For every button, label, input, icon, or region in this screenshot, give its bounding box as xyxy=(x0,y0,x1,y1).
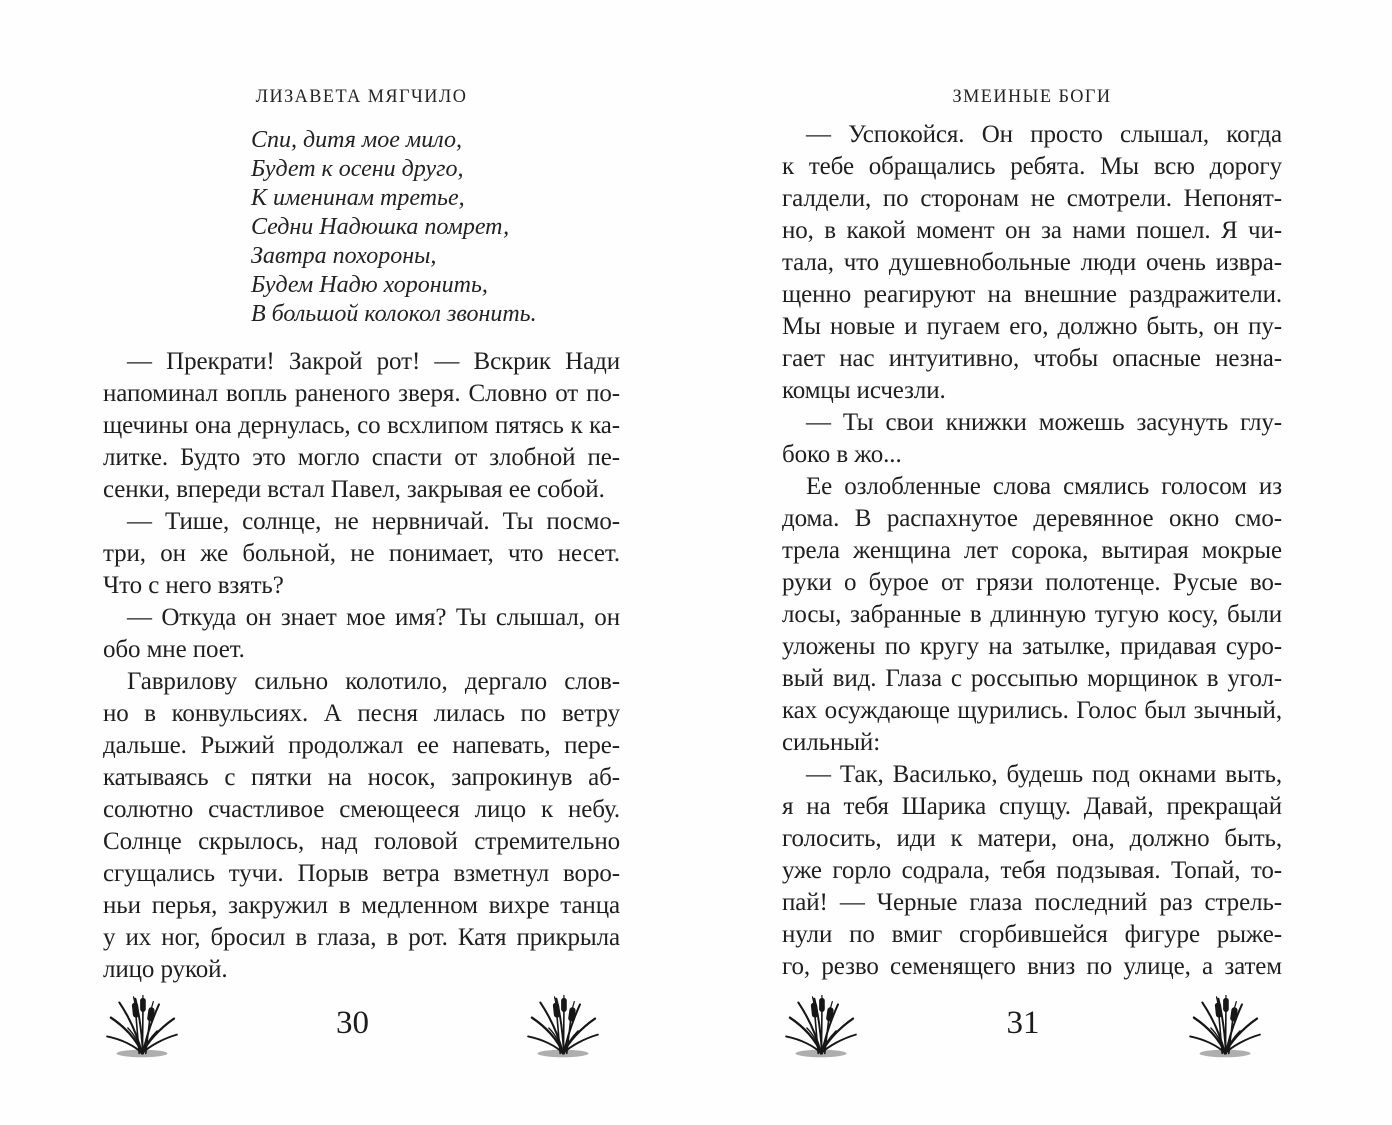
text-line: галдели, по сторонам не смотрели. Непонят- xyxy=(782,185,1282,212)
text-line: комцы исчезли. xyxy=(782,377,946,404)
text-line: вый вид. Глаза с россыпью морщинок в угол- xyxy=(782,665,1282,692)
paragraph xyxy=(782,471,1282,759)
text-line: Что с него взять? xyxy=(103,572,284,599)
paragraph xyxy=(103,346,620,506)
text-line: сгущались тучи. Порыв ветра взметнул воро- xyxy=(103,860,620,887)
book-page-right xyxy=(782,0,1282,1125)
text-line: гает нас интуитивно, чтобы опасные незна- xyxy=(782,345,1282,372)
text-line: уложены по кругу на затылке, придавая суро- xyxy=(782,633,1282,660)
page-body-text xyxy=(103,346,620,986)
text-line: три, он же больной, не понимает, что несет. xyxy=(103,540,620,567)
poem-line: К именинам третье, xyxy=(251,185,465,211)
text-line: тала, что душевнобольные люди очень извра- xyxy=(782,249,1282,276)
cattail-ornament-icon xyxy=(782,995,860,1061)
page-number: 31 xyxy=(1006,1005,1040,1041)
text-line: — Успокойся. Он просто слышал, когда xyxy=(806,121,1282,148)
page-body-text xyxy=(782,119,1282,983)
poem-line: Будем Надю хоронить, xyxy=(251,272,488,298)
text-line: дальше. Рыжий продолжал ее напевать, пере- xyxy=(103,732,620,759)
text-line: щечины она дернулась, со всхлипом пятясь к ка- xyxy=(103,412,620,439)
text-line: трела женщина лет сорока, вытирая мокрые xyxy=(782,537,1282,564)
text-line: солютно счастливое смеющееся лицо к небу. xyxy=(103,796,620,823)
text-line: Гаврилову сильно колотило, дергало слов- xyxy=(127,668,620,695)
text-line: — Прекрати! Закрой рот! — Вскрик Нади xyxy=(127,348,620,375)
poem-line: Завтра похороны, xyxy=(251,243,437,269)
text-line: боко в жо... xyxy=(782,441,902,468)
text-line: у их ног, бросил в глаза, в рот. Катя прикрыла xyxy=(103,924,620,951)
paragraph xyxy=(782,119,1282,407)
text-line: уже горло содрала, тебя подзывая. Топай, то- xyxy=(782,857,1282,884)
page-footer xyxy=(782,995,1282,1070)
paragraph xyxy=(782,407,1282,471)
text-line: обо мне поет. xyxy=(103,636,245,663)
text-line: Мы новые и пугаем его, должно быть, он пу- xyxy=(782,313,1282,340)
text-line: щенно реагируют на внешние раздражители. xyxy=(782,281,1282,308)
text-line: руки о бурое от грязи полотенце. Русые во- xyxy=(782,569,1282,596)
paragraph xyxy=(103,506,620,602)
poem-block xyxy=(251,126,537,329)
text-line: лицо рукой. xyxy=(103,956,228,983)
text-line: литке. Будто это могло спасти от злобной пе- xyxy=(103,444,620,471)
paragraph xyxy=(782,759,1282,983)
text-line: го, резво семенящего вниз по улице, а затем xyxy=(782,953,1282,980)
cattail-ornament-icon xyxy=(103,995,181,1061)
text-line: нули по вмиг сгорбившейся фигуре рыже- xyxy=(782,921,1282,948)
poem-line: В большой колокол звонить. xyxy=(251,301,537,327)
text-line: — Тише, солнце, не нервничай. Ты посмо- xyxy=(127,508,620,535)
page-number: 30 xyxy=(336,1005,369,1041)
text-line: напоминал вопль раненого зверя. Словно от по- xyxy=(103,380,620,407)
text-line: но, в какой момент он за нами пошел. Я чи- xyxy=(782,217,1282,244)
page-footer xyxy=(103,995,620,1070)
running-header-author: ЛИЗАВЕТА МЯГЧИЛО xyxy=(255,86,468,107)
text-line: — Ты свои книжки можешь засунуть глу- xyxy=(806,409,1282,436)
book-page-left xyxy=(103,0,620,1125)
poem-line: Будет к осени друго, xyxy=(251,156,464,182)
paragraph xyxy=(103,666,620,986)
text-line: но в конвульсиях. А песня лилась по ветру xyxy=(103,700,620,727)
text-line: — Откуда он знает мое имя? Ты слышал, он xyxy=(127,604,620,631)
text-line: Ее озлобленные слова смялись голосом из xyxy=(806,473,1282,500)
cattail-ornament-icon xyxy=(524,995,602,1061)
text-line: сильный: xyxy=(782,729,881,756)
text-line: дома. В распахнутое деревянное окно смо- xyxy=(782,505,1282,532)
running-header-title: ЗМЕИНЫЕ БОГИ xyxy=(952,86,1112,107)
text-line: Солнце скрылось, над головой стремительно xyxy=(103,828,620,855)
text-line: голосить, иди к матери, она, должно быть, xyxy=(782,825,1282,852)
text-line: лосы, забранные в длинную тугую косу, были xyxy=(782,601,1282,628)
text-line: я на тебя Шарика спущу. Давай, прекращай xyxy=(782,793,1282,820)
text-line: к тебе обращались ребята. Мы всю дорогу xyxy=(782,153,1282,180)
text-line: катываясь с пятки на носок, запрокинув аб- xyxy=(103,764,620,791)
cattail-ornament-icon xyxy=(1186,995,1264,1061)
text-line: сенки, впереди встал Павел, закрывая ее собой. xyxy=(103,476,605,503)
text-line: ньи перья, закружил в медленном вихре танца xyxy=(103,892,620,919)
poem-line: Спи, дитя мое мило, xyxy=(251,127,462,153)
text-line: — Так, Василько, будешь под окнами выть, xyxy=(806,761,1282,788)
text-line: пай! — Черные глаза последний раз стрель- xyxy=(782,889,1282,916)
poem-line: Седни Надюшка помрет, xyxy=(251,214,510,240)
paragraph xyxy=(103,602,620,666)
text-line: ках осуждающе щурились. Голос был зычный, xyxy=(782,697,1282,724)
